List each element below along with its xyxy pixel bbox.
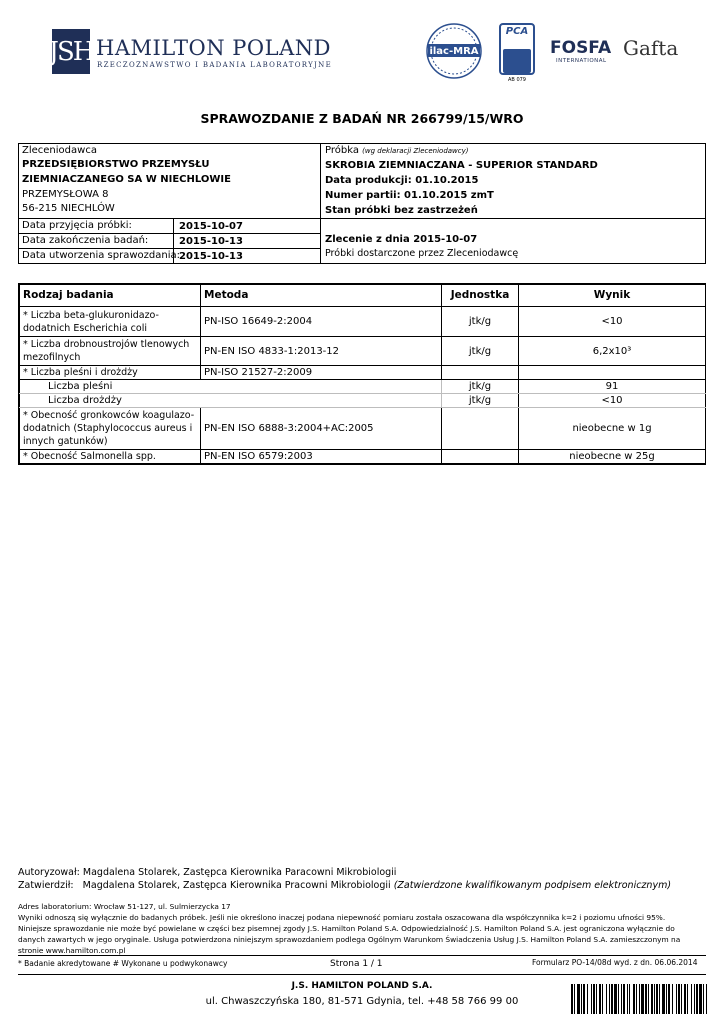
production-date: Data produkcji: 01.10.2015	[325, 175, 479, 186]
disclaimer-line: danych zawartych w jego oryginale. Usługa potwierdzona niniejszym sprawozdaniem podlega Ogólnym Warunkom Świadczenia Usług J.S. Hamilton Poland S.A. zamieszczonym na	[18, 935, 681, 944]
col-header-result: Wynik	[519, 285, 706, 307]
approved-by: Zatwierdził: Magdalena Stolarek, Zastępca Kierownika Pracowni Mikrobiologii (Zatwierdzone kwalifikowanym podpisem elektronicznym)	[18, 880, 672, 891]
disclaimer-line: stronie www.hamilton.com.pl	[18, 946, 126, 955]
form-number: Formularz PO-14/08d wyd. z dn. 06.06.2014	[532, 958, 698, 967]
date-row-received: Data przyjęcia próbki: 2015-10-07	[19, 218, 320, 234]
gafta-logo: Gafta	[623, 36, 679, 60]
table-row: * Liczba drobnoustrojów tlenowych mezofilnych PN-EN ISO 4833-1:2013-12 jtk/g 6,2x10³	[20, 337, 706, 366]
table-row: * Liczba beta-glukuronidazo-dodatnich Escherichia coli PN-ISO 16649-2:2004 jtk/g <10	[20, 307, 706, 337]
page-number: Strona 1 / 1	[330, 959, 383, 969]
table-row: Liczba drożdży jtk/g <10	[20, 394, 706, 408]
table-row: * Obecność gronkowców koagulazo-dodatnich (Staphylococcus aureus i innych gatunków) PN-EN ISO 6888-3:2004+AC:2005 nieobecne w 1g	[20, 408, 706, 450]
company-address: ul. Chwaszczyńska 180, 81-571 Gdynia, tel. +48 58 766 99 00	[205, 996, 519, 1007]
sample-label: Próbka (wg deklaracji Zleceniodawcy)	[325, 145, 469, 156]
client-label: Zleceniodawca	[22, 145, 97, 156]
client-name-line2: ZIEMNIACZANEGO SA W NIECHLOWIE	[22, 174, 231, 185]
results-table	[18, 283, 706, 465]
ilac-mra-logo	[425, 22, 483, 80]
client-street: PRZEMYSŁOWA 8	[22, 189, 109, 200]
results-header-row	[20, 285, 706, 307]
col-header-unit: Jednostka	[442, 285, 519, 307]
company-logo: JSH	[52, 29, 90, 74]
lab-address: Adres laboratorium: Wrocław 51-127, ul. Sulmierzycka 17	[18, 902, 231, 911]
sample-delivery: Próbki dostarczone przez Zleceniodawcę	[325, 248, 519, 259]
batch-number: Numer partii: 01.10.2015 zmT	[325, 190, 494, 201]
disclaimer-line: Niniejsze sprawozdanie nie może być powielane w części bez pisemnej zgody J.S. Hamilton Poland S.A. Odpowiedzialność J.S. Hamilton Poland S.A. jest ograniczona wyłącznie do	[18, 924, 675, 933]
table-row: * Obecność Salmonella spp. PN-EN ISO 6579:2003 nieobecne w 25g	[20, 450, 706, 464]
fosfa-subtitle: INTERNATIONAL	[556, 58, 607, 64]
pca-logo: PCA	[499, 23, 535, 75]
client-name-line1: PRZEDSIĘBIORSTWO PRZEMYSŁU	[22, 159, 210, 170]
table-row: * Liczba pleśni i drożdży PN-ISO 21527-2:2009	[20, 366, 706, 380]
col-header-test: Rodzaj badania	[20, 285, 201, 307]
accreditation-legend: * Badanie akredytowane # Wykonane u podwykonawcy	[18, 959, 228, 968]
sample-name: SKROBIA ZIEMNIACZANA - SUPERIOR STANDARD	[325, 160, 598, 171]
company-name: J.S. HAMILTON POLAND S.A.	[291, 981, 433, 991]
report-title: SPRAWOZDANIE Z BADAŃ NR 266799/15/WRO	[200, 111, 524, 126]
fosfa-logo: FOSFA	[550, 38, 612, 58]
authorized-by: Autoryzował: Magdalena Stolarek, Zastępca Kierownika Paracowni Mikrobiologii	[18, 867, 397, 878]
table-row: Liczba pleśni jtk/g 91	[20, 380, 706, 394]
pca-number: AB 079	[508, 77, 526, 83]
date-row-created: Data utworzenia sprawozdania: 2015-10-13	[19, 248, 320, 264]
brand-name: HAMILTON POLAND	[96, 36, 331, 60]
disclaimer-line: Wyniki odnoszą się wyłącznie do badanych próbek. Jeśli nie określono inaczej podana niepewność pomiaru została oszacowana dla współczynnika k=2 i poziomu ufności 95%.	[18, 913, 666, 922]
svg-text:ilac-MRA: ilac-MRA	[429, 46, 479, 57]
info-box	[18, 143, 706, 264]
col-header-method: Metoda	[201, 285, 442, 307]
sample-condition: Stan próbki bez zastrzeżeń	[325, 205, 478, 216]
date-row-finished: Data zakończenia badań: 2015-10-13	[19, 233, 320, 249]
order-date: Zlecenie z dnia 2015-10-07	[325, 234, 478, 245]
barcode-icon	[571, 984, 708, 1014]
brand-subtitle: RZECZOZNAWSTWO I BADANIA LABORATORYJNE	[97, 61, 332, 69]
client-city: 56-215 NIECHLÓW	[22, 203, 115, 214]
